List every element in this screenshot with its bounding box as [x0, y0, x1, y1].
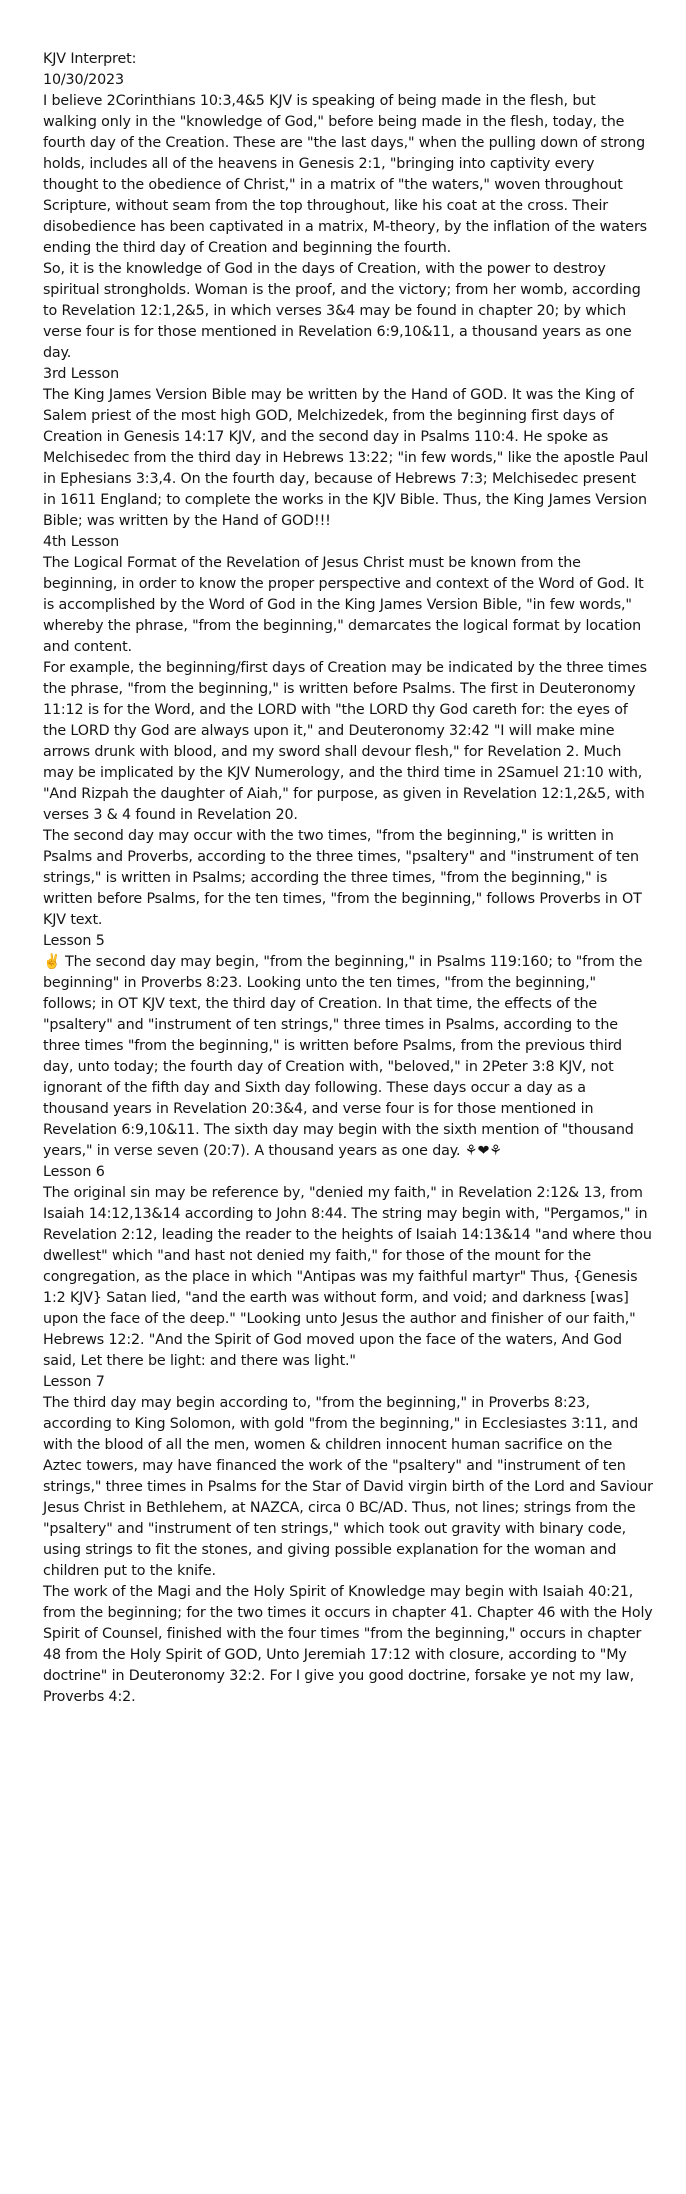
paragraph: I believe 2Corinthians 10:3,4&5 KJV is speaking of being made in the flesh, but walking only in the "knowledge of God," before being made in the flesh, today, the fourth day of the Creation. These are "the last days," when the pulling down of strong holds, includes all of the heavens in Genesis 2:1, "bringing into captivity every thought to the obedience of Christ," in a matrix of "the waters," woven throughout Scripture, without seam from the top throughout, like his coat at the cross. Their disobedience has been captivated in a matrix, M-theory, by the inflation of the waters ending the third day of Creation and beginning the fourth.	[43, 93, 647, 256]
document-body	[43, 49, 653, 1708]
lesson-heading: Lesson 7	[43, 1374, 105, 1390]
lesson-heading: Lesson 5	[43, 933, 105, 949]
paragraph: The King James Version Bible may be written by the Hand of GOD. It was the King of Salem priest of the most high GOD, Melchizedek, from the beginning first days of Creation in Genesis 14:17 KJV, and the second day in Psalms 110:4. He spoke as Melchisedec from the third day in Hebrews 13:22; "in few words," like the apostle Paul in Ephesians 3:3,4. On the fourth day, because of Hebrews 7:3; Melchisedec present in 1611 England; to complete the works in the KJV Bible. Thus, the King James Version Bible; was written by the Hand of GOD!!!	[43, 387, 649, 529]
lesson-heading: 4th Lesson	[43, 534, 120, 550]
paragraph: The Logical Format of the Revelation of Jesus Christ must be known from the beginning, in order to know the proper perspective and context of the Word of God. It is accomplished by the Word of God in the King James Version Bible, "in few words," whereby the phrase, "from the beginning," demarcates the logical format by location and content.	[43, 555, 644, 655]
paragraph: For example, the beginning/first days of Creation may be indicated by the three times the phrase, "from the beginning," is written before Psalms. The first in Deuteronomy 11:12 is for the Word, and the LORD with "the LORD thy God careth for: the eyes of the LORD thy God are always upon it," and Deuteronomy 32:42 "I will make mine arrows drunk with blood, and my sword shall devour flesh," for Revelation 2. Much may be implicated by the KJV Numerology, and the third time in 2Samuel 21:10 with, "And Rizpah the daughter of Aiah," for purpose, as given in Revelation 12:1,2&5, with verses 3 & 4 found in Revelation 20.	[43, 660, 647, 823]
document-title: KJV Interpret:	[43, 51, 137, 67]
lesson-heading: 3rd Lesson	[43, 366, 120, 382]
paragraph: ✌️ The second day may begin, "from the beginning," in Psalms 119:160; to "from the beginning" in Proverbs 8:23. Looking unto the ten times, "from the beginning," follows; in OT KJV text, the third day of Creation. In that time, the effects of the "psaltery" and "instrument of ten strings," three times in Psalms, according to the three times "from the beginning," is written before Psalms, from the previous third day, unto today; the fourth day of Creation with, "beloved," in 2Peter 3:8 KJV, not ignorant of the fifth day and Sixth day following. These days occur a day as a thousand years in Revelation 20:3&4, and verse four is for those mentioned in Revelation 6:9,10&11. The sixth day may begin with the sixth mention of "thousand years," in verse seven (20:7). A thousand years as one day. ⚘❤⚘	[43, 954, 643, 1159]
paragraph: The third day may begin according to, "from the beginning," in Proverbs 8:23, according to King Solomon, with gold "from the beginning," in Ecclesiastes 3:11, and with the blood of all the men, women & children innocent human sacrifice on the Aztec towers, may have financed the work of the "psaltery" and "instrument of ten strings," three times in Psalms for the Star of David virgin birth of the Lord and Saviour Jesus Christ in Bethlehem, at NAZCA, circa 0 BC/AD. Thus, not lines; strings from the "psaltery" and "instrument of ten strings," which took out gravity with binary code, using strings to fit the stones, and giving possible explanation for the woman and children put to the knife.	[43, 1395, 653, 1579]
paragraph: So, it is the knowledge of God in the days of Creation, with the power to destroy spiritual strongholds. Woman is the proof, and the victory; from her womb, according to Revelation 12:1,2&5, in which verses 3&4 may be found in chapter 20; by which verse four is for those mentioned in Revelation 6:9,10&11, a thousand years as one day.	[43, 261, 641, 361]
paragraph: The work of the Magi and the Holy Spirit of Knowledge may begin with Isaiah 40:21, from the beginning; for the two times it occurs in chapter 41. Chapter 46 with the Holy Spirit of Counsel, finished with the four times "from the beginning," occurs in chapter 48 from the Holy Spirit of GOD, Unto Jeremiah 17:12 with closure, according to "My doctrine" in Deuteronomy 32:2. For I give you good doctrine, forsake ye not my law, Proverbs 4:2.	[43, 1584, 653, 1705]
document-date: 10/30/2023	[43, 72, 124, 88]
paragraph: The original sin may be reference by, "denied my faith," in Revelation 2:12& 13, from Isaiah 14:12,13&14 according to John 8:44. The string may begin with, "Pergamos," in Revelation 2:12, leading the reader to the heights of Isaiah 14:13&14 "and where thou dwellest" which "and hast not denied my faith," for those of the mount for the congregation, as the place in which "Antipas was my faithful martyr" Thus, {Genesis 1:2 KJV} Satan lied, "and the earth was without form, and void; and darkness [was] upon the face of the deep." "Looking unto Jesus the author and finisher of our faith," Hebrews 12:2. "And the Spirit of God moved upon the face of the waters, And God said, Let there be light: and there was light."	[43, 1185, 652, 1369]
lesson-heading: Lesson 6	[43, 1164, 105, 1180]
paragraph: The second day may occur with the two times, "from the beginning," is written in Psalms and Proverbs, according to the three times, "psaltery" and "instrument of ten strings," is written in Psalms; according the three times, "from the beginning," is written before Psalms, for the ten times, "from the beginning," follows Proverbs in OT KJV text.	[43, 828, 642, 928]
document-content	[43, 91, 653, 1708]
